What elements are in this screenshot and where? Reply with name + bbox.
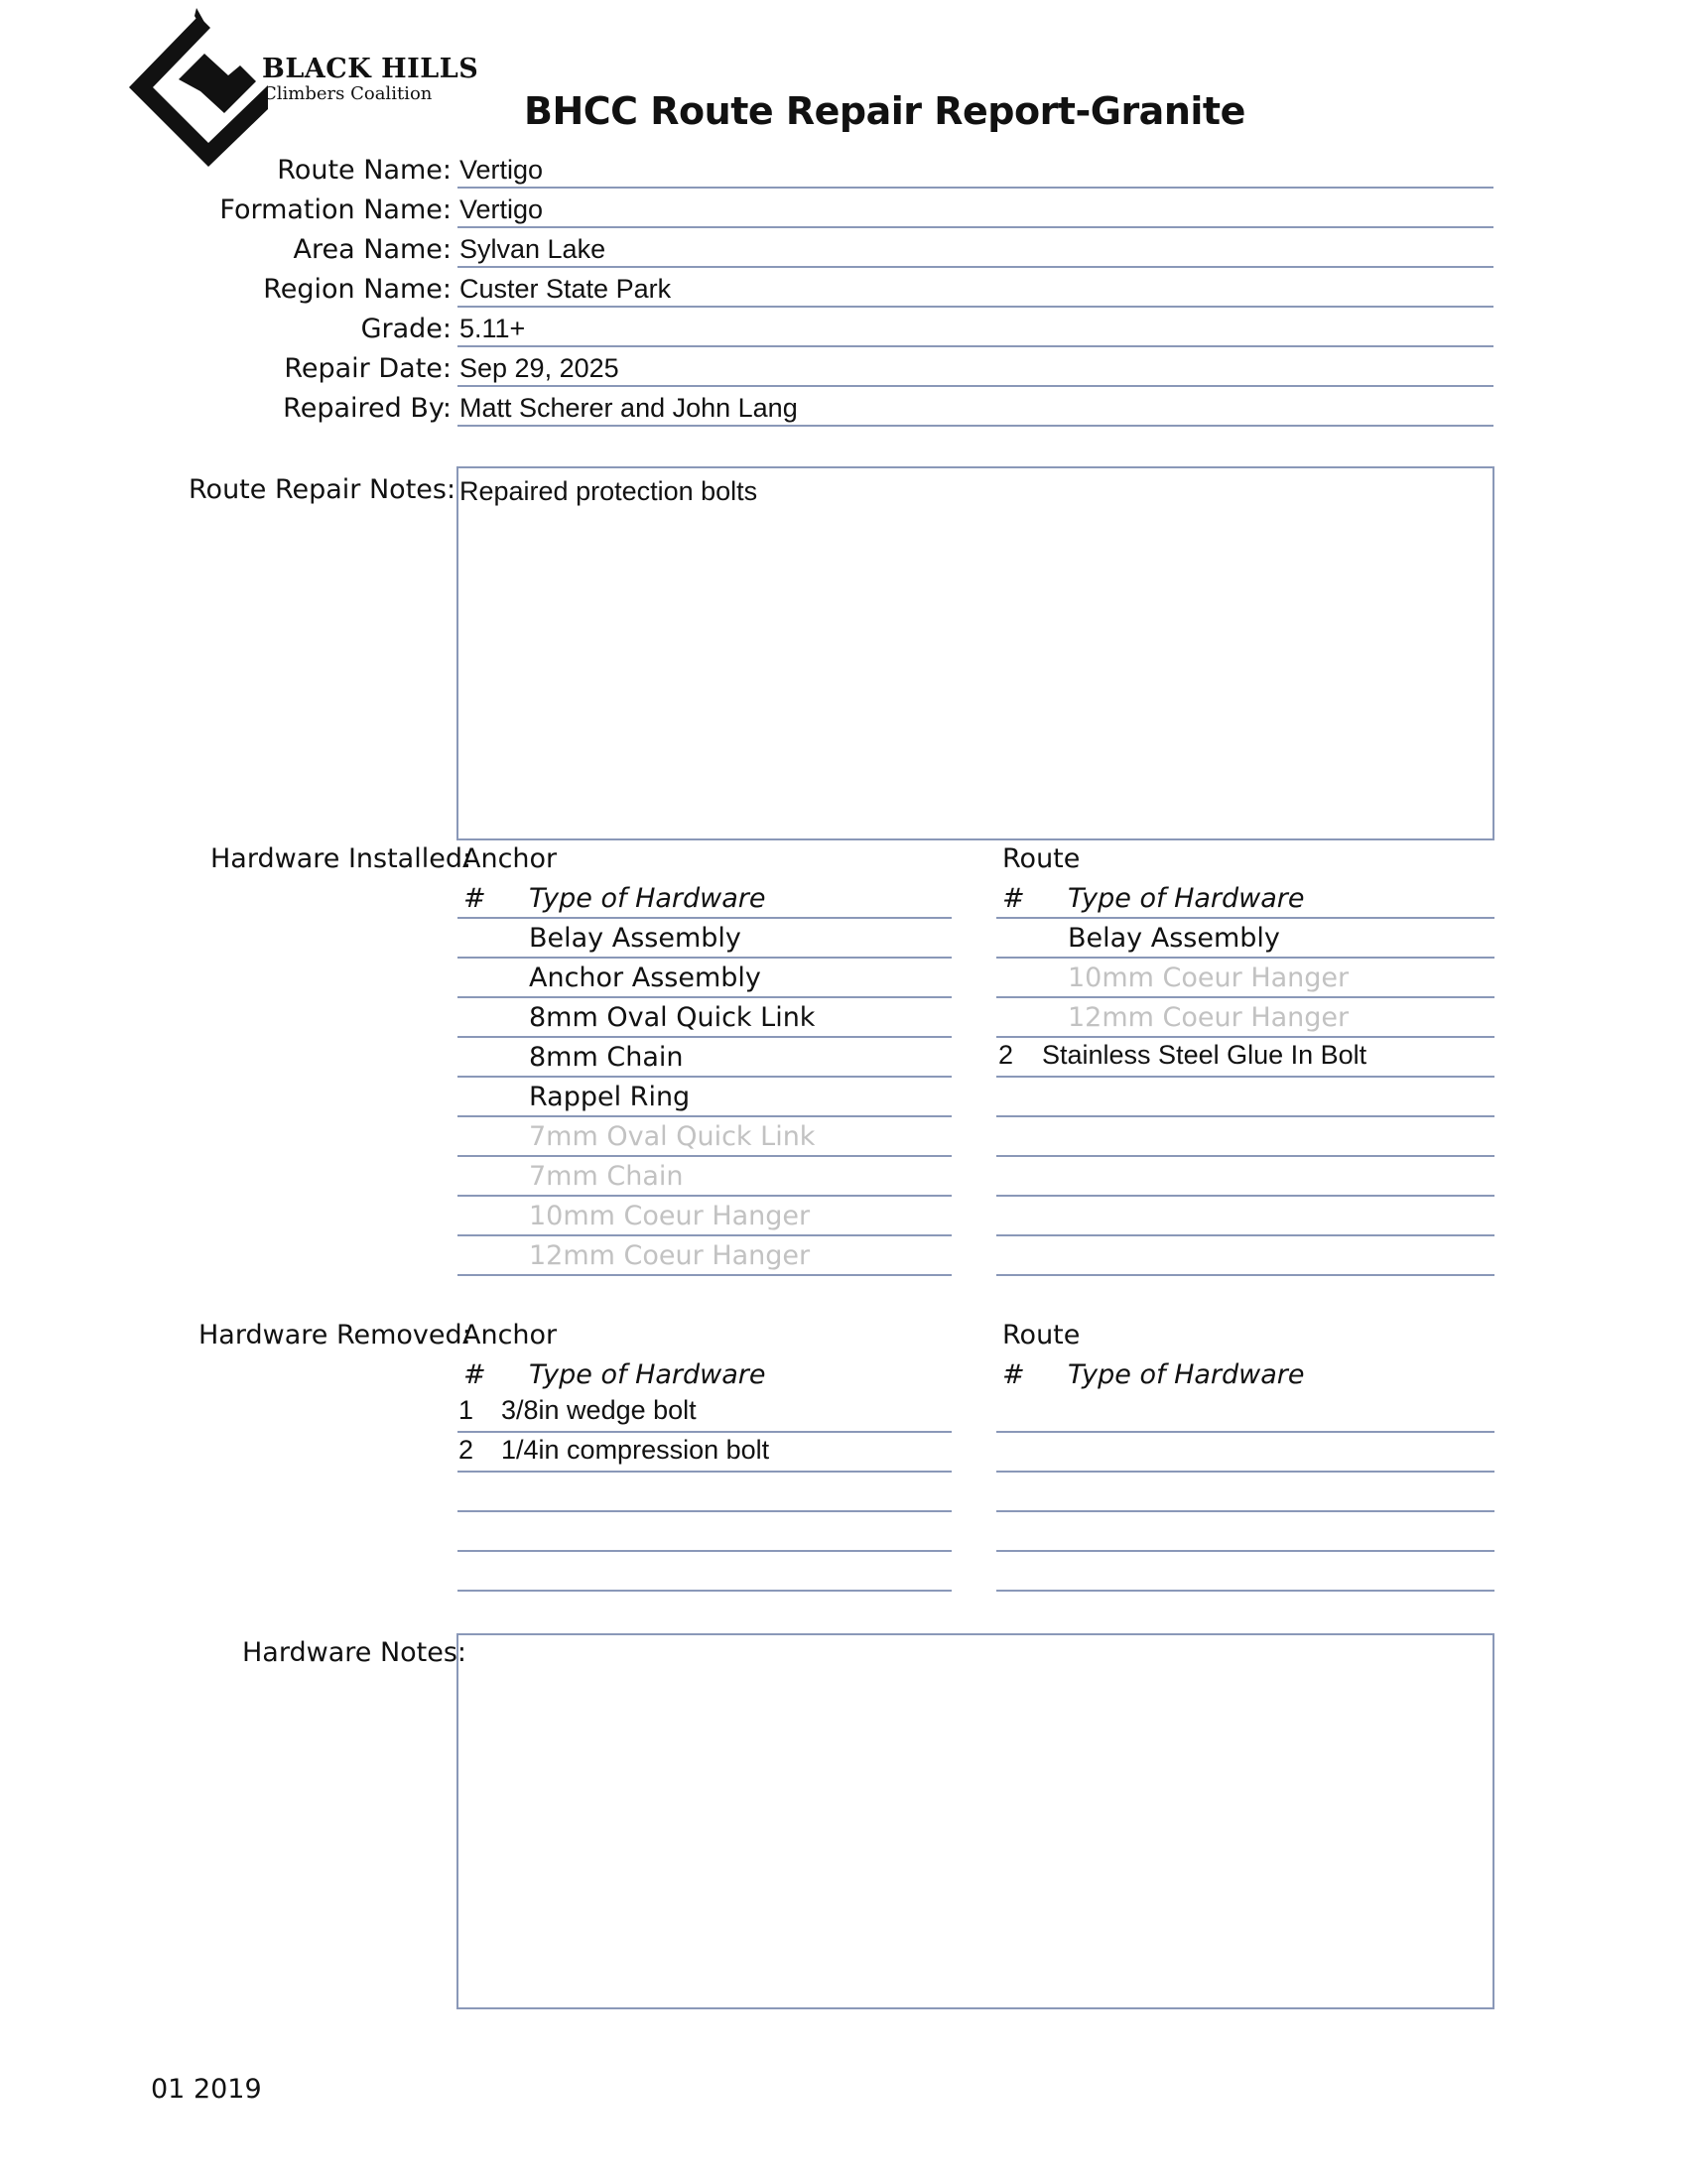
row-line [457,1431,952,1433]
installed-anchor-item: Anchor Assembly [529,963,761,993]
removed-anchor-num-header: # [463,1359,486,1390]
row-line [996,1195,1494,1197]
route-repair-notes-label: Route Repair Notes: [189,474,456,505]
row-line [996,1431,1494,1433]
removed-route-num-header: # [1002,1359,1025,1390]
installed-anchor-item: Belay Assembly [529,923,741,954]
route-repair-notes-box[interactable] [456,466,1494,840]
row-line [457,1115,952,1117]
area-name-label: Area Name: [293,234,452,265]
row-line [457,1550,952,1552]
footer-version: 01 2019 [151,2074,262,2105]
bhcc-logo-icon [129,6,268,167]
hardware-removed-label: Hardware Removed: [198,1320,471,1350]
row-line [457,1076,952,1078]
installed-route-item: Belay Assembly [1068,923,1280,954]
grade-label: Grade: [360,314,452,344]
removed-anchor-type-header: Type of Hardware [529,1359,766,1390]
row-line [996,1550,1494,1552]
installed-anchor-item: 10mm Coeur Hanger [529,1201,811,1231]
installed-route-item: 12mm Coeur Hanger [1068,1002,1350,1033]
row-line [996,1510,1494,1512]
route-name-value[interactable]: Vertigo [459,155,544,185]
repaired-by-value[interactable]: Matt Scherer and John Lang [459,393,798,423]
removed-anchor-entry-num[interactable]: 1 [458,1395,474,1425]
org-name: BLACK HILLS [262,54,479,84]
row-line [457,917,952,919]
removed-anchor-entry-text[interactable]: 1/4in compression bolt [501,1435,770,1465]
installed-anchor-type-header: Type of Hardware [529,883,766,914]
row-line [996,1234,1494,1236]
row-line [457,957,952,959]
org-subtitle: Climbers Coalition [263,83,433,104]
row-line [996,1155,1494,1157]
row-line [457,1195,952,1197]
area-name-value[interactable]: Sylvan Lake [459,234,606,264]
row-line [996,1115,1494,1117]
installed-route-entry-text[interactable]: Stainless Steel Glue In Bolt [1042,1040,1367,1070]
repair-date-underline [457,385,1493,387]
installed-anchor-item: 8mm Oval Quick Link [529,1002,816,1033]
route-name-label: Route Name: [277,155,452,186]
installed-anchor-num-header: # [463,883,486,914]
installed-anchor-item: Rappel Ring [529,1082,691,1112]
repair-date-value[interactable]: Sep 29, 2025 [459,353,619,383]
row-line [457,996,952,998]
page-title: BHCC Route Repair Report-Granite [524,89,1245,133]
row-line [996,1471,1494,1473]
installed-route-num-header: # [1002,883,1025,914]
hardware-installed-label: Hardware Installed: [210,843,472,874]
route-name-underline [457,187,1493,189]
row-line [996,1590,1494,1592]
installed-anchor-item: 8mm Chain [529,1042,684,1073]
repaired-by-label: Repaired By: [283,393,452,424]
row-line [457,1590,952,1592]
hardware-notes-box[interactable] [456,1633,1494,2009]
row-line [996,996,1494,998]
hardware-notes-label: Hardware Notes: [242,1637,467,1668]
route-repair-notes-text: Repaired protection bolts [459,476,758,506]
area-name-underline [457,266,1493,268]
row-line [457,1274,952,1276]
row-line [996,1076,1494,1078]
row-line [996,1036,1494,1038]
row-line [996,957,1494,959]
formation-name-underline [457,226,1493,228]
region-name-value[interactable]: Custer State Park [459,274,672,304]
removed-anchor-entry-text[interactable]: 3/8in wedge bolt [501,1395,697,1425]
row-line [457,1234,952,1236]
formation-name-value[interactable]: Vertigo [459,194,544,224]
repair-date-label: Repair Date: [284,353,452,384]
removed-anchor-title: Anchor [462,1320,558,1350]
installed-anchor-item: 7mm Chain [529,1161,684,1192]
row-line [457,1036,952,1038]
row-line [996,1274,1494,1276]
removed-anchor-entry-num[interactable]: 2 [458,1435,474,1465]
installed-route-entry-num[interactable]: 2 [998,1040,1014,1070]
installed-anchor-item: 12mm Coeur Hanger [529,1240,811,1271]
region-name-label: Region Name: [263,274,452,305]
grade-underline [457,345,1493,347]
removed-route-type-header: Type of Hardware [1068,1359,1305,1390]
installed-route-item: 10mm Coeur Hanger [1068,963,1350,993]
installed-route-type-header: Type of Hardware [1068,883,1305,914]
removed-route-title: Route [1002,1320,1081,1350]
installed-route-title: Route [1002,843,1081,874]
row-line [457,1510,952,1512]
repaired-by-underline [457,425,1493,427]
installed-anchor-title: Anchor [462,843,558,874]
row-line [457,1155,952,1157]
row-line [457,1471,952,1473]
grade-value[interactable]: 5.11+ [459,314,526,343]
region-name-underline [457,306,1493,308]
row-line [996,917,1494,919]
formation-name-label: Formation Name: [219,194,452,225]
installed-anchor-item: 7mm Oval Quick Link [529,1121,816,1152]
